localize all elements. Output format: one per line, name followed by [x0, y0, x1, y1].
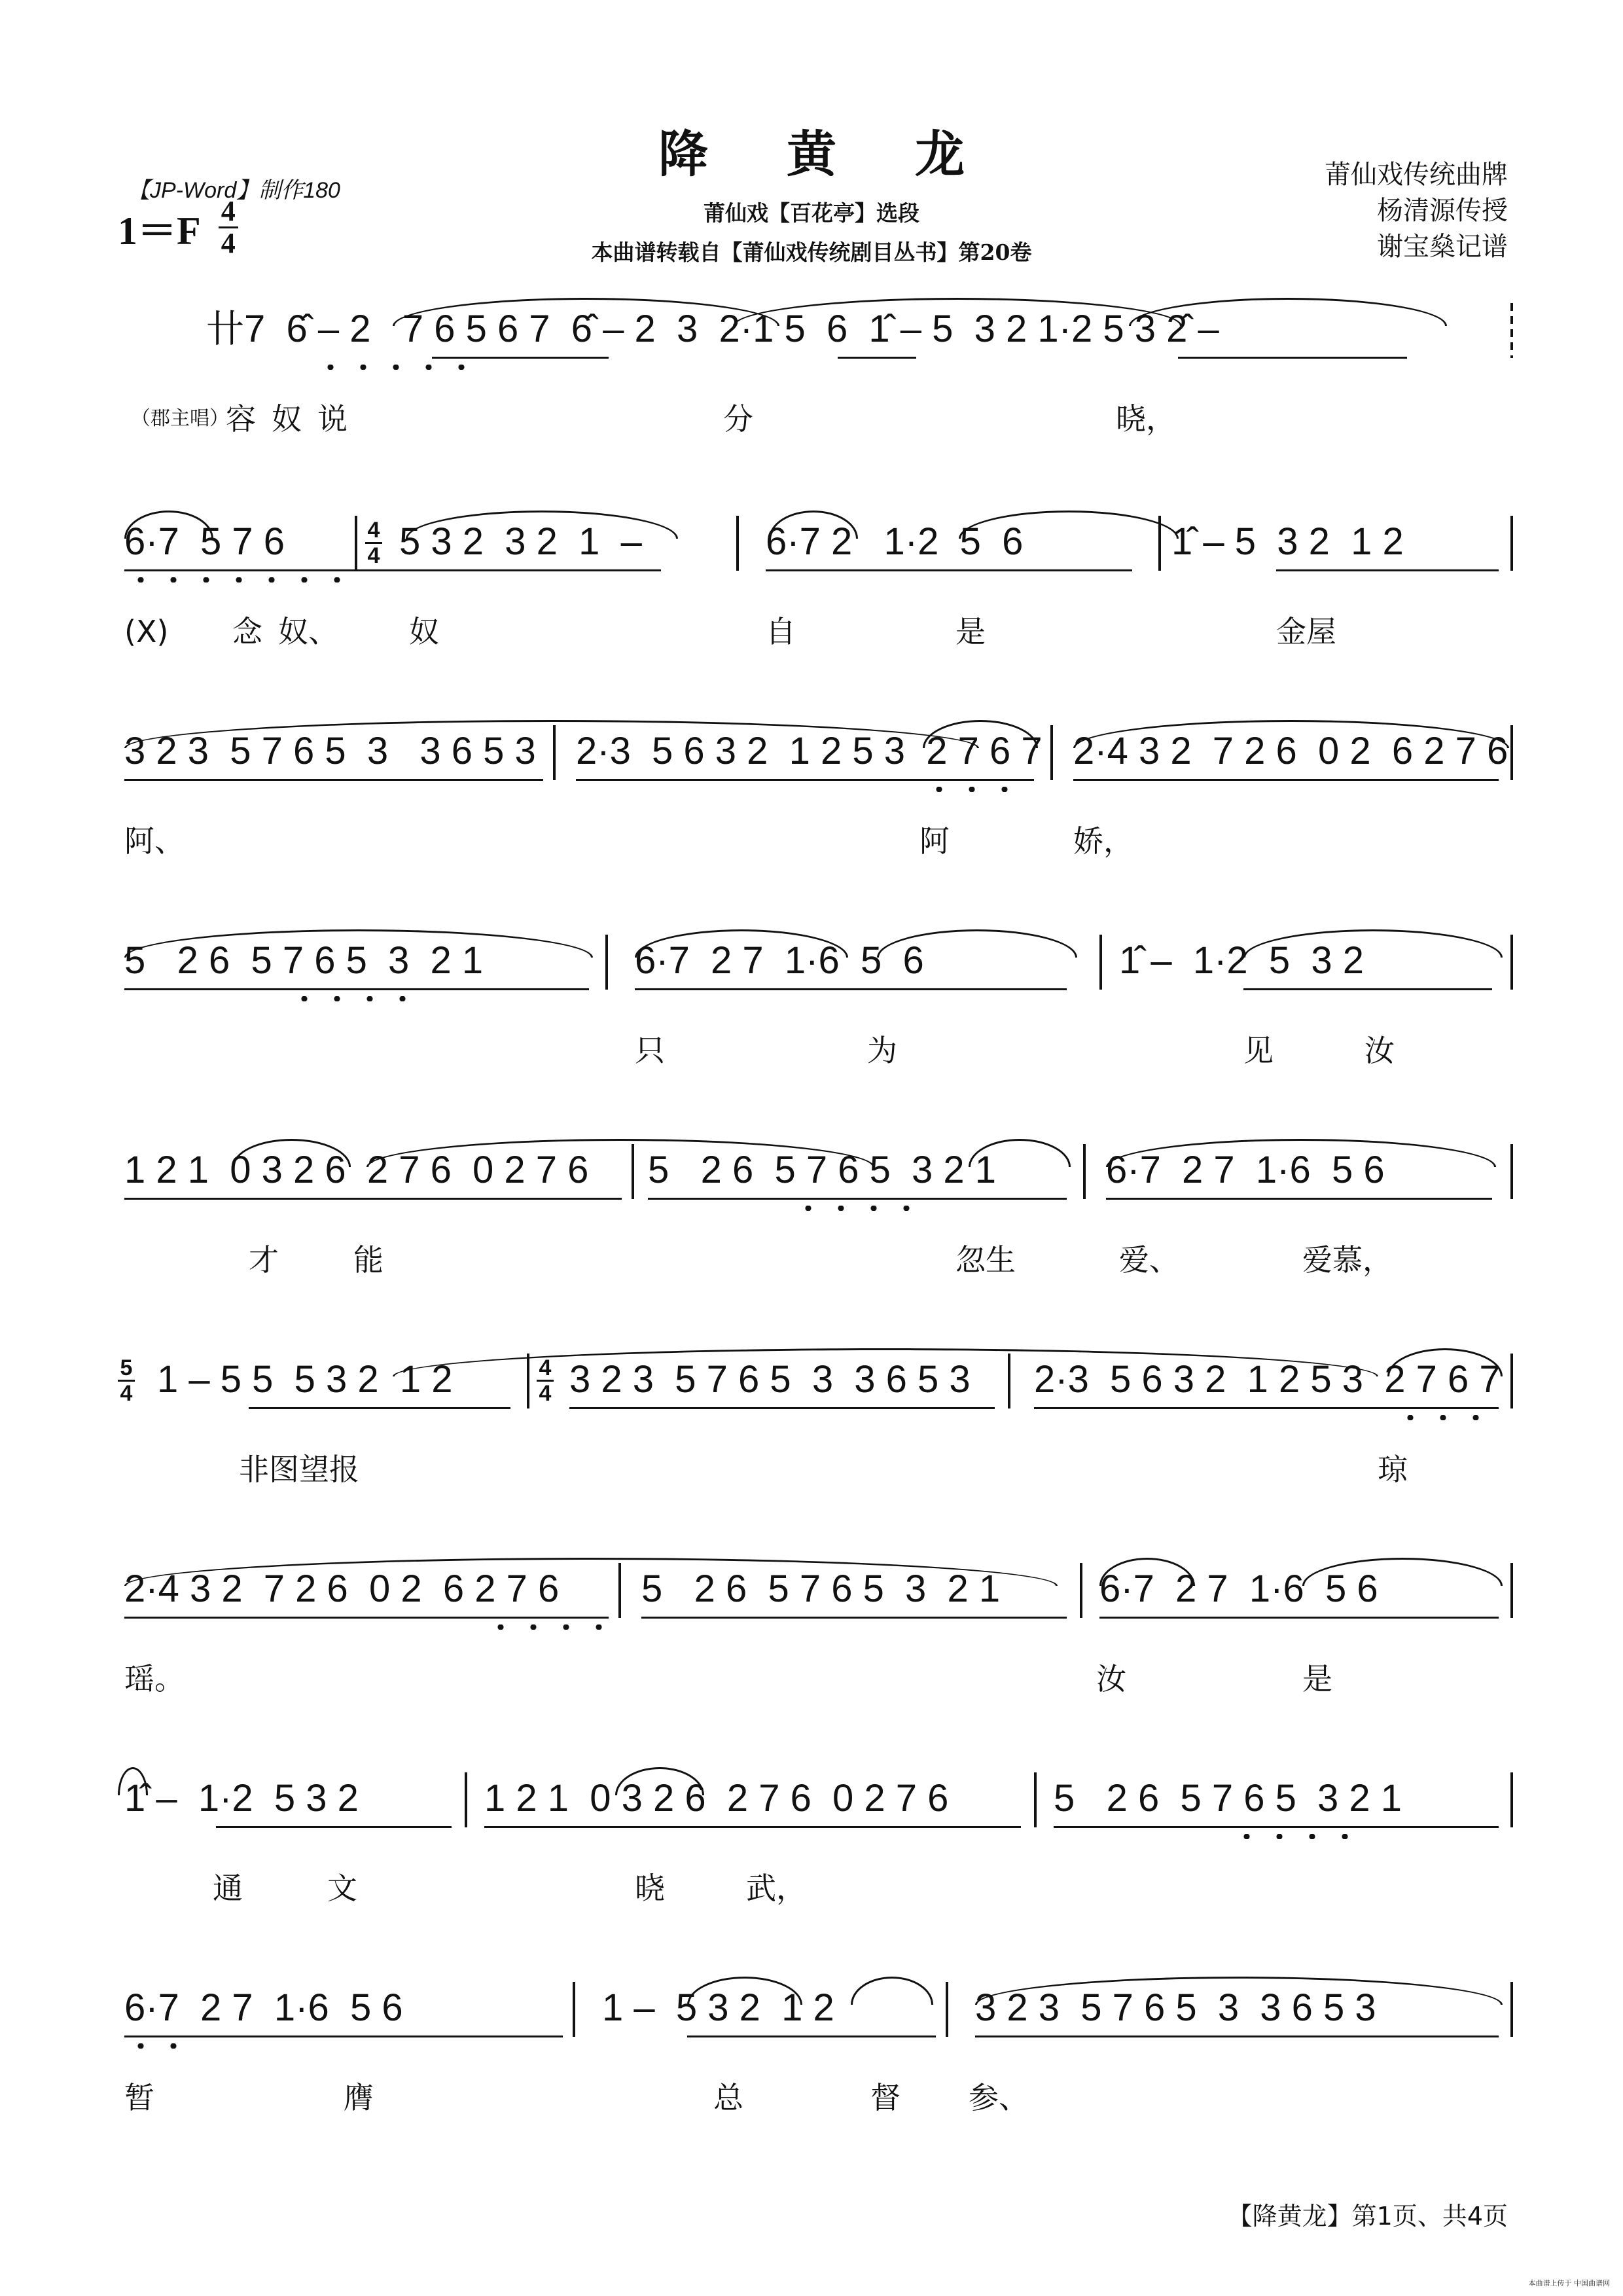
underline [124, 1198, 622, 1200]
notation-measure: 5 2 6 5 7 6 5 3 2 1 [1054, 1777, 1402, 1820]
notation-measure: 3 2 3 5 7 6 5 3 3 6 5 3 [124, 730, 536, 772]
notation-measure: 6·7 2 7 1·6 5 6 [1099, 1568, 1378, 1610]
underline [1106, 1198, 1492, 1200]
notation-measure: 1̂ – 5 3 2 1 2 [1171, 520, 1404, 563]
lyric: 奴 [272, 401, 302, 437]
lyric: 阿、 [124, 823, 185, 859]
score-system [118, 720, 1515, 884]
barline [1080, 1563, 1082, 1618]
credit-transmitter: 杨清源传授 [1377, 196, 1508, 226]
underline [687, 2036, 936, 2037]
score-system [118, 929, 1515, 1093]
time-signature-denominator: 4 [221, 227, 236, 259]
barline [1510, 1354, 1513, 1408]
notation-measure: 6·7 2 7 1·6 5 6 [635, 939, 924, 982]
lyric: 能 [353, 1242, 383, 1278]
barline [1510, 935, 1513, 990]
lyrics-line [118, 1656, 1515, 1702]
lyric: 只 [635, 1033, 665, 1068]
role-label: （郡主唱） [131, 407, 229, 430]
octave-dots [923, 787, 1034, 792]
underline [249, 1407, 510, 1409]
barline [946, 1982, 948, 2037]
lyric: 参、 [969, 2080, 1029, 2115]
lyric: 琼 [1378, 1452, 1408, 1487]
barline [1510, 1772, 1513, 1827]
notation-line [118, 1767, 1515, 1829]
underline [569, 1407, 995, 1409]
underline [641, 1617, 1067, 1619]
lyric: 非图望报 [239, 1452, 359, 1487]
time-signature-numerator: 4 [221, 195, 236, 227]
notation-measure: 3 2 3 5 7 6 5 3 3 6 5 3 [569, 1358, 971, 1401]
key-and-time-signature [118, 196, 238, 275]
underline [216, 1826, 452, 1828]
credit-tune-type: 莆仙戏传统曲牌 [1325, 160, 1508, 190]
underline [484, 1826, 1021, 1828]
time-signature [219, 196, 238, 259]
lyric: 忽生 [955, 1242, 1016, 1278]
notation-measure: 1̂ – 1·2 5 3 2 [124, 1777, 359, 1820]
underline [124, 569, 399, 571]
maker-credit: 【JP-Word】制作180 [128, 178, 340, 203]
notation-measure: 6·7 2 1·2 5 6 [766, 520, 1024, 563]
notation-measure: 3 2 3 5 7 6 5 3 3 6 5 3 [975, 1986, 1376, 2029]
lyric: 娇， [1073, 823, 1133, 859]
notation-measure: 6·7 2 7 1·6 5 6 [124, 1986, 403, 2029]
lyric: 武， [746, 1871, 806, 1906]
notation-line [118, 1558, 1515, 1620]
score-system [118, 1348, 1515, 1512]
notation-measure: 5 2 6 5 7 6 5 3 2 1 [641, 1568, 1001, 1610]
underline [124, 2036, 563, 2037]
score-title: 降黄龙 [658, 125, 1043, 183]
lyric: 瑶。 [124, 1661, 185, 1696]
key-signature: 1＝F [118, 209, 201, 253]
barline [605, 935, 608, 990]
underline [975, 2036, 1499, 2037]
lyric: 金屋 [1276, 614, 1336, 649]
octave-dots [1230, 1834, 1361, 1839]
underline [576, 779, 1034, 781]
lyric: 奴 [409, 614, 439, 649]
underline [432, 357, 609, 359]
notation-measure: 6·7 2 7 1·6 5 6 [1106, 1149, 1385, 1191]
notation-line [118, 1977, 1515, 2039]
notation-measure: 1 2 1 0 3 2 6 2 7 6 0 2 7 6 [124, 1149, 589, 1191]
notation-measure: 卄7 6̂ – 2 7 6 5 6 7 6̂ – 2 3 2·1 5 6 1̂ – 5 3 2 1·2 5 3 2̂ – [206, 308, 1219, 350]
score-system [118, 298, 1515, 461]
notation-measure: 2·4 3 2 7 2 6 0 2 6 2 7 6 [1073, 730, 1508, 772]
lyric: 汝 [1096, 1661, 1126, 1696]
lyrics-line [118, 609, 1515, 655]
barline [465, 1772, 467, 1827]
lyric: 分 [723, 401, 753, 437]
underline [1276, 569, 1499, 571]
lyric: (X) [124, 614, 169, 649]
underline [124, 988, 589, 990]
octave-dots [314, 365, 484, 370]
notation-measure: 2·3 5 6 3 2 1 2 5 3 2 7 6 7 [1034, 1358, 1501, 1401]
notation-measure: 2·4 3 2 7 2 6 0 2 6 2 7 6 [124, 1568, 560, 1610]
lyric: 总 [713, 2080, 743, 2115]
site-watermark: 本曲谱上传于 中国曲谱网 [1528, 2279, 1610, 2287]
score-system [118, 1139, 1515, 1302]
underline [124, 779, 543, 781]
score-system [118, 1977, 1515, 2140]
octave-dots [484, 1624, 615, 1630]
lyric: 汝 [1364, 1033, 1395, 1068]
lyric: 见 [1243, 1033, 1274, 1068]
time-signature-change: 4 4 [537, 1356, 554, 1405]
lyric: 晓 [635, 1871, 665, 1906]
octave-dots [124, 577, 340, 583]
score-subtitle: 莆仙戏【百花亭】选段 [704, 200, 919, 226]
notation-measure: 1 2 1 0 3 2 6 2 7 6 0 2 7 6 [484, 1777, 949, 1820]
lyric: 暂 [124, 2080, 154, 2115]
octave-dots [1394, 1415, 1499, 1420]
underline [838, 357, 916, 359]
score-system [118, 1767, 1515, 1931]
notation-line [118, 929, 1515, 992]
lyric: 督 [870, 2080, 901, 2115]
time-signature-change: 4 4 [365, 518, 382, 567]
notation-measure: 6·7 5 7 6 [124, 520, 285, 563]
lyric: 为 [867, 1033, 897, 1068]
score-system [118, 511, 1515, 674]
underline [648, 1198, 1067, 1200]
lyric: 阿 [919, 823, 950, 859]
barline [1510, 303, 1513, 358]
barline [736, 516, 739, 571]
barline [1050, 725, 1053, 780]
notation-line [118, 1139, 1515, 1201]
notation-line [118, 511, 1515, 573]
score-system [118, 1558, 1515, 1721]
notation-measure: 1̂ – 1·2 5 3 2 [1119, 939, 1364, 982]
barline [1510, 725, 1513, 780]
notation-measure: 2·3 5 6 3 2 1 2 5 3 2 7 6 7 [576, 730, 1043, 772]
octave-dots [124, 2043, 183, 2049]
octave-dots [288, 996, 419, 1001]
notation-measure: 1 – 5 3 2 1 2 [602, 1986, 834, 2029]
underline [1034, 1407, 1499, 1409]
lyrics-line [118, 396, 1515, 442]
lyric: 膺 [344, 2080, 374, 2115]
lyric: 才 [249, 1242, 279, 1278]
lyric: 容 [226, 401, 256, 437]
barline [355, 516, 357, 571]
lyric: 爱慕， [1302, 1242, 1393, 1278]
notation-line [118, 720, 1515, 782]
lyrics-line [118, 1446, 1515, 1492]
lyrics-line [118, 1865, 1515, 1911]
lyrics-line [118, 1237, 1515, 1283]
time-signature-change: 5 4 [118, 1356, 135, 1405]
lyric: 是 [1302, 1661, 1332, 1696]
octave-dots [792, 1206, 923, 1211]
underline [1099, 1617, 1499, 1619]
underline [124, 1617, 609, 1619]
underline [1054, 1826, 1499, 1828]
barline [1510, 1563, 1513, 1618]
page-indicator: 【降黄龙】第1页、共4页 [1227, 2202, 1508, 2231]
underline [1178, 357, 1407, 359]
notation-measure: 1 – 5 5 5 3 2 1 2 [157, 1358, 453, 1401]
lyric: 奴、 [278, 614, 338, 649]
lyric: 爱、 [1119, 1242, 1179, 1278]
lyric: 念 [232, 614, 262, 649]
notation-line [118, 298, 1515, 360]
lyrics-line [118, 2075, 1515, 2121]
notation-measure: 5 2 6 5 7 6 5 3 2 1 [124, 939, 484, 982]
notation-measure: 5 2 6 5 7 6 5 3 2 1 [648, 1149, 997, 1191]
lyric: 说 [317, 401, 348, 437]
underline [1073, 779, 1499, 781]
notation-line [118, 1348, 1515, 1410]
lyrics-line [118, 818, 1515, 864]
lyric: 是 [955, 614, 986, 649]
barline [1510, 516, 1513, 571]
lyric: 晓， [1116, 401, 1176, 437]
barline [1099, 935, 1102, 990]
slur [851, 1977, 933, 2005]
barline [1034, 1772, 1037, 1827]
lyric: 自 [766, 614, 796, 649]
lyric: 通 [213, 1871, 243, 1906]
barline [1510, 1144, 1513, 1199]
barline [573, 1982, 575, 2037]
underline [766, 569, 1132, 571]
lyrics-line [118, 1028, 1515, 1073]
notation-measure: 5 3 2 3 2 1 – [399, 520, 642, 563]
barline [1510, 1982, 1513, 2037]
underline [399, 569, 661, 571]
underline [1243, 988, 1492, 990]
score-source-note: 本曲谱转载自【莆仙戏传统剧目丛书】第20卷 [591, 240, 1032, 265]
barline [1083, 1144, 1086, 1199]
underline [635, 988, 1067, 990]
lyric: 文 [327, 1871, 357, 1906]
credit-transcriber: 谢宝燊记谱 [1377, 232, 1508, 262]
